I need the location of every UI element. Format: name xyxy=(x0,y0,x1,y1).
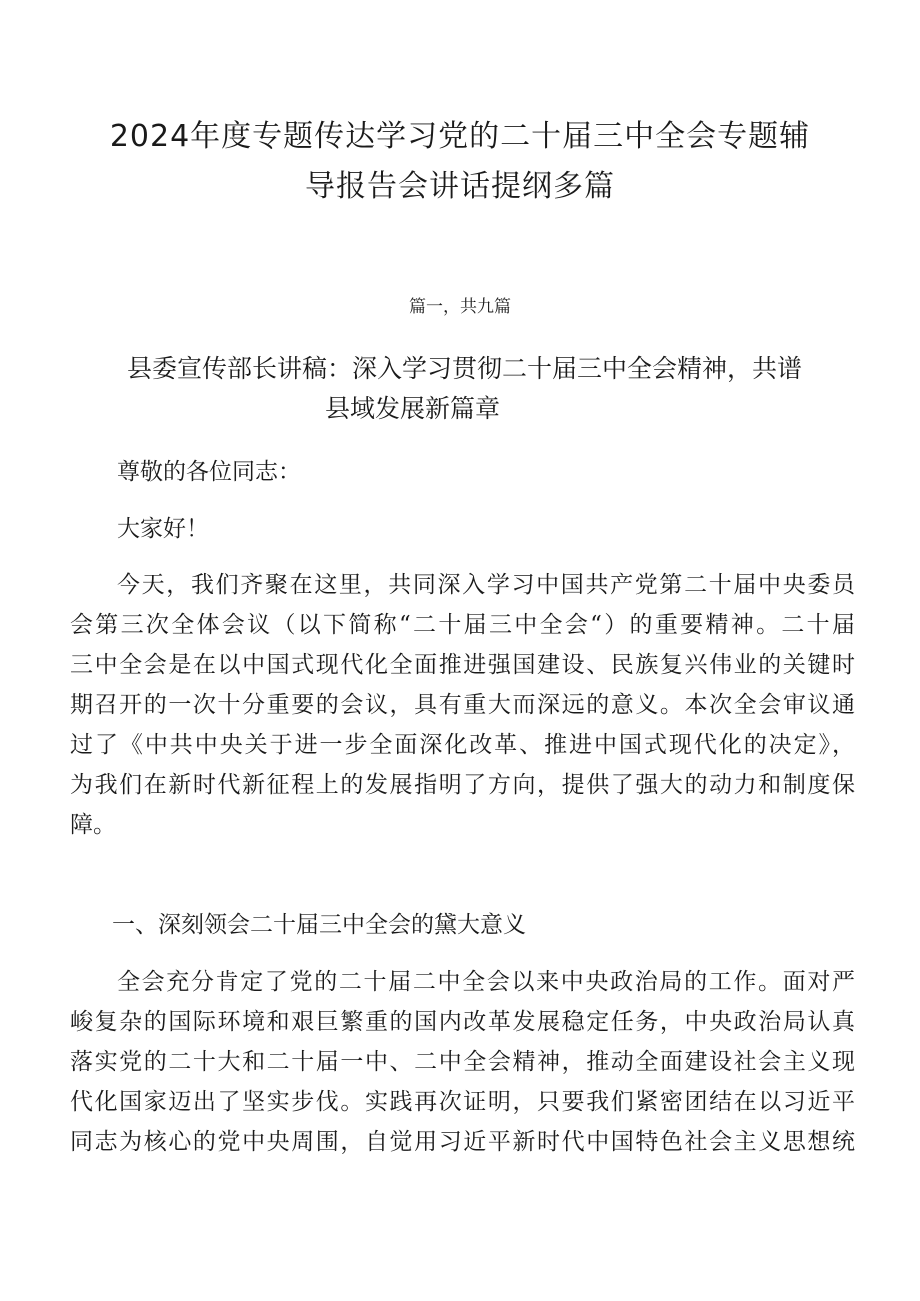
greeting-text: 大家好！ xyxy=(117,516,209,542)
part-label: 篇一，共九篇 xyxy=(409,297,511,317)
speech-title xyxy=(115,349,855,429)
paragraph-line: 全会充分肯定了党的二十届二中全会以来中央政治局的工作。面对严 xyxy=(117,969,855,995)
speech-title-line-1: 县委宣传部长讲稿：深入学习贯彻二十届三中全会精神，共谱 xyxy=(127,354,803,383)
paragraph-line: 会第三次全体会议（以下简称“二十届三中全会“）的重要精神。二十届 xyxy=(70,612,855,638)
paragraph-line: 障。 xyxy=(70,812,116,838)
paragraph-line: 峻复杂的国际环境和艰巨繁重的国内改革发展稳定任务，中央政治局认真 xyxy=(70,1009,855,1035)
paragraph-line: 落实党的二十大和二十届一中、二中全会精神，推动全面建设社会主义现 xyxy=(70,1049,855,1075)
document-title-line-2: 导报告会讲话提纲多篇 xyxy=(305,169,615,204)
paragraph-line: 今天，我们齐聚在这里，共同深入学习中国共产党第二十届中央委员 xyxy=(117,572,855,598)
paragraph-line: 过了《中共中央关于进一步全面深化改革、推进中国式现代化的决定》， xyxy=(70,732,855,758)
paragraph-line: 三中全会是在以中国式现代化全面推进强国建设、民族复兴伟业的关键时 xyxy=(70,652,855,678)
paragraph-line: 代化国家迈出了坚实步伐。实践再次证明，只要我们紧密团结在以习近平 xyxy=(70,1089,855,1115)
salutation-text: 尊敬的各位同志： xyxy=(117,459,301,485)
greeting xyxy=(70,509,855,549)
paragraph-line: 期召开的一次十分重要的会议，具有重大而深远的意义。本次全会审议通 xyxy=(70,692,855,718)
intro-paragraph xyxy=(70,565,855,845)
document-title xyxy=(60,112,860,212)
speech-title-line-2: 县域发展新篇章 xyxy=(325,394,501,423)
salutation xyxy=(70,452,855,492)
section1-paragraph xyxy=(70,962,855,1162)
section-heading: 一、深刻领会二十届三中全会的黛大意义 xyxy=(112,912,526,938)
paragraph-line: 同志为核心的党中央周围，自觉用习近平新时代中国特色社会主义思想统 xyxy=(70,1129,855,1155)
paragraph-line: 为我们在新时代新征程上的发展指明了方向，提供了强大的动力和制度保 xyxy=(70,772,855,798)
document-title-line-1: 2024年度专题传达学习党的二十届三中全会专题辅 xyxy=(109,119,811,154)
